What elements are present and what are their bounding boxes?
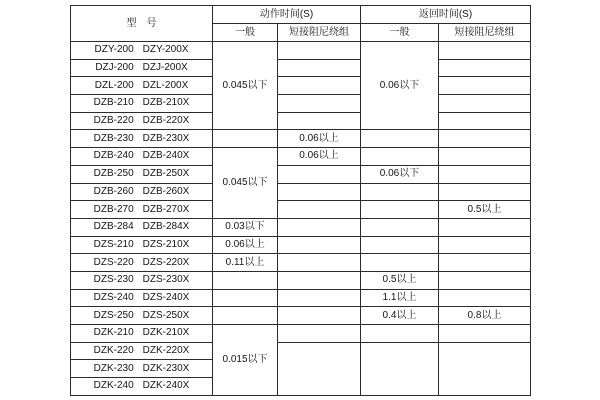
model-cell [71,360,213,378]
model-name-x: DZY-200X [142,44,189,56]
table-row [71,236,531,254]
return-damping-cell [439,95,531,113]
return-general-cell [361,218,439,236]
model-header: 型 号 [71,6,213,42]
model-name-x: DZS-210X [142,238,190,250]
table-row [71,77,531,95]
table-row [71,59,531,77]
action-time-group-header: 动作时间(S) [213,6,361,24]
model-name-x: DZK-220X [142,345,190,357]
action-general-cell: 0.045以下 [213,148,278,219]
action-damping-cell [278,77,361,95]
action-damping-cell [278,201,361,219]
table-row [71,165,531,183]
return-damping-cell [439,77,531,95]
model-name: DZB-270 [93,203,134,215]
action-damping-cell: 0.06以上 [278,148,361,166]
return-damping-cell [439,148,531,166]
relay-spec-table-container [70,5,531,396]
action-general-header: 一般 [213,24,278,42]
action-damping-cell [278,42,361,60]
model-name-x: DZB-284X [142,221,190,233]
return-time-group-header: 返回时间(S) [361,6,531,24]
action-general-cell: 0.11以上 [213,254,278,272]
return-general-cell: 0.06以下 [361,165,439,183]
model-name-x: DZS-230X [142,274,190,286]
model-name: DZB-230 [93,132,134,144]
model-cell [71,165,213,183]
model-name-x: DZB-240X [142,150,190,162]
model-name-x: DZS-220X [142,256,190,268]
model-name-x: DZB-220X [142,115,190,127]
return-general-cell [361,130,439,148]
return-general-cell: 0.5以上 [361,271,439,289]
return-damping-cell [439,130,531,148]
return-damping-cell [439,271,531,289]
model-cell [71,218,213,236]
table-row [71,271,531,289]
model-name: DZJ-200 [95,62,134,74]
model-cell [71,201,213,219]
action-general-cell: 0.06以上 [213,236,278,254]
model-cell [71,95,213,113]
action-damping-cell [278,342,361,395]
action-general-cell [213,271,278,289]
return-damping-cell [439,59,531,77]
model-name: DZL-200 [94,79,134,91]
action-general-cell [213,307,278,325]
model-name-x: DZB-210X [142,97,190,109]
action-damping-cell [278,183,361,201]
model-name-x: DZS-240X [142,291,190,303]
return-damping-cell: 0.8以上 [439,307,531,325]
return-damping-cell [439,236,531,254]
model-cell [71,254,213,272]
table-row [71,183,531,201]
model-cell [71,289,213,307]
model-name: DZB-260 [93,185,134,197]
model-cell [71,59,213,77]
model-name: DZS-220 [93,256,134,268]
model-name-x: DZB-260X [142,185,190,197]
model-name-x: DZB-270X [142,203,190,215]
model-name-x: DZK-240X [142,380,190,392]
action-general-cell [213,289,278,307]
model-name-x: DZK-210X [142,327,190,339]
model-name: DZB-210 [93,97,134,109]
return-general-cell: 0.06以下 [361,42,439,130]
model-name-x: DZK-230X [142,362,190,374]
model-name: DZS-230 [93,274,134,286]
action-damping-cell [278,165,361,183]
return-general-cell: 0.4以上 [361,307,439,325]
model-cell [71,325,213,343]
model-cell [71,42,213,60]
action-damping-cell [278,112,361,130]
model-name: DZS-210 [93,238,134,250]
model-name: DZB-240 [93,150,134,162]
model-name: DZB-220 [93,115,134,127]
table-row [71,95,531,113]
model-name-x: DZL-200X [142,79,189,91]
model-cell [71,236,213,254]
model-name: DZB-284 [93,221,134,233]
action-general-cell: 0.03以下 [213,218,278,236]
model-name-x: DZS-250X [142,309,190,321]
model-name: DZY-200 [94,44,134,56]
return-damping-cell [439,42,531,60]
return-damping-cell [439,218,531,236]
return-damping-cell [439,254,531,272]
return-general-cell: 1.1以上 [361,289,439,307]
action-damping-cell [278,271,361,289]
return-general-cell [361,342,439,395]
action-damping-cell [278,236,361,254]
model-cell [71,148,213,166]
action-damping-cell: 0.06以上 [278,130,361,148]
table-row [71,325,531,343]
table-body [71,42,531,396]
model-name: DZK-240 [93,380,134,392]
table-row [71,112,531,130]
return-damping-cell: 0.5以上 [439,201,531,219]
return-damping-cell [439,342,531,395]
table-row [71,130,531,148]
table-row [71,254,531,272]
model-cell [71,77,213,95]
model-name: DZS-250 [93,309,134,321]
action-damping-cell [278,59,361,77]
table-row [71,289,531,307]
return-damping-cell [439,183,531,201]
action-general-cell [213,130,278,148]
return-damping-cell [439,112,531,130]
table-row [71,148,531,166]
table-row [71,342,531,360]
action-damping-cell [278,254,361,272]
table-row [71,307,531,325]
model-cell [71,112,213,130]
return-damping-cell [439,289,531,307]
relay-spec-table [70,5,531,396]
table-row [71,42,531,60]
return-general-header: 一般 [361,24,439,42]
return-general-cell [361,148,439,166]
return-damping-cell [439,325,531,343]
table-row [71,218,531,236]
model-name: DZK-230 [93,362,134,374]
model-name-x: DZB-250X [142,168,190,180]
return-general-cell [361,183,439,201]
model-cell [71,183,213,201]
return-general-cell [361,201,439,219]
action-damping-cell [278,289,361,307]
model-cell [71,378,213,396]
model-cell [71,307,213,325]
action-damping-cell [278,307,361,325]
model-cell [71,271,213,289]
table-header [71,6,531,42]
return-general-cell [361,325,439,343]
action-damping-header: 短接阻尼绕组 [278,24,361,42]
action-damping-cell [278,218,361,236]
return-damping-header: 短接阻尼绕组 [439,24,531,42]
header-row-groups [71,6,531,24]
return-damping-cell [439,165,531,183]
return-general-cell [361,236,439,254]
table-row [71,201,531,219]
model-cell [71,130,213,148]
model-cell [71,342,213,360]
action-damping-cell [278,95,361,113]
action-damping-cell [278,325,361,343]
model-name-x: DZJ-200X [142,62,188,74]
model-name: DZK-210 [93,327,134,339]
model-name: DZS-240 [93,291,134,303]
model-name-x: DZB-230X [142,132,190,144]
model-name: DZB-250 [93,168,134,180]
model-name: DZK-220 [93,345,134,357]
action-general-cell: 0.045以下 [213,42,278,130]
return-general-cell [361,254,439,272]
action-general-cell: 0.015以下 [213,325,278,396]
